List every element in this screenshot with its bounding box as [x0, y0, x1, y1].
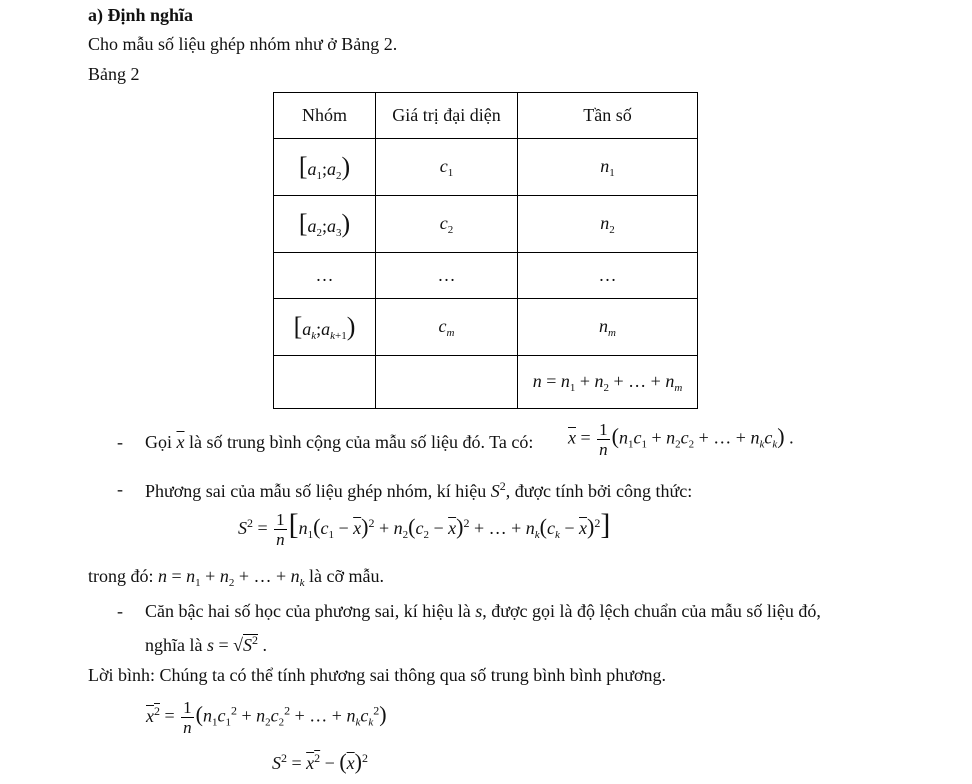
sample-size-line: trong đó: $n = n_1 + n_2$ + … + $n_k$ là cỡ mẫu.: [88, 566, 385, 589]
mean-square-formula: $x^2$ = $\frac{1}{n}$ ($n_1c_1^2 + n_2c_2^2$ + … + $n_kc_k^2$): [146, 698, 387, 737]
header-group: Nhóm: [274, 93, 376, 139]
intro-text: Cho mẫu số liệu ghép nhóm như ở Bảng 2.: [88, 34, 398, 54]
frequency-cell: $n_m$: [518, 299, 698, 356]
section-heading: a) Định nghĩa: [88, 5, 194, 25]
table-header-row: [274, 93, 698, 139]
table-row: [274, 299, 698, 356]
variance-formula: $S^2$ = $\frac{1}{n}$ [$n_1(c_1 - \overline{x})^2 + n_2(c_2 - \overline{x})^2$ + … + $n_k(c_k - \overline{x})^2$]: [238, 508, 611, 550]
bullet-dash: -: [117, 432, 123, 452]
remark-text: Lời bình: Chúng ta có thể tính phương sai thông qua số trung bình bình phương.: [88, 665, 667, 685]
frequency-table: [273, 92, 698, 409]
header-frequency: Tần số: [518, 93, 698, 139]
empty-cell: [376, 356, 518, 409]
empty-cell: [274, 356, 376, 409]
group-cell: $[a_1;a_2)$: [274, 139, 376, 196]
value-cell: …: [376, 253, 518, 299]
frequency-cell: $n_1$: [518, 139, 698, 196]
variance-shortcut-formula: $S^2 = x^2 - (\overline{x})^2$: [272, 749, 368, 774]
table-row: [274, 196, 698, 253]
group-cell: $[a_2;a_3)$: [274, 196, 376, 253]
table-row: [274, 356, 698, 409]
std-dev-definition: Căn bậc hai số học của phương sai, kí hiệu là s, được gọi là độ lệch chuẩn của mẫu số liệu đó,: [145, 601, 821, 621]
total-cell: $n = n_1 + n_2$ + … + $n_m$: [518, 356, 698, 409]
mean-definition: Gọi $\overline{x}$ là số trung bình cộng của mẫu số liệu đó. Ta có:: [145, 432, 534, 452]
frequency-cell: …: [518, 253, 698, 299]
group-cell: $[a_k;a_{k+1})$: [274, 299, 376, 356]
frequency-cell: $n_2$: [518, 196, 698, 253]
header-representative-value: Giá trị đại diện: [376, 93, 518, 139]
bullet-dash: -: [117, 479, 123, 499]
bullet-dash: -: [117, 601, 123, 621]
group-cell: …: [274, 253, 376, 299]
table-row: [274, 253, 698, 299]
table-row: [274, 139, 698, 196]
std-dev-formula: nghĩa là $s = √S^2$ .: [145, 633, 268, 655]
mean-formula: $\overline{x}$ = $\frac{1}{n}$ ($n_1c_1 + n_2c_2$ + … + $n_kc_k$) .: [568, 420, 794, 459]
value-cell: $c_1$: [376, 139, 518, 196]
value-cell: $c_2$: [376, 196, 518, 253]
table-caption: Bảng 2: [88, 64, 140, 84]
variance-definition: Phương sai của mẫu số liệu ghép nhóm, kí hiệu $S^2$, được tính bởi công thức:: [145, 479, 693, 501]
value-cell: $c_m$: [376, 299, 518, 356]
